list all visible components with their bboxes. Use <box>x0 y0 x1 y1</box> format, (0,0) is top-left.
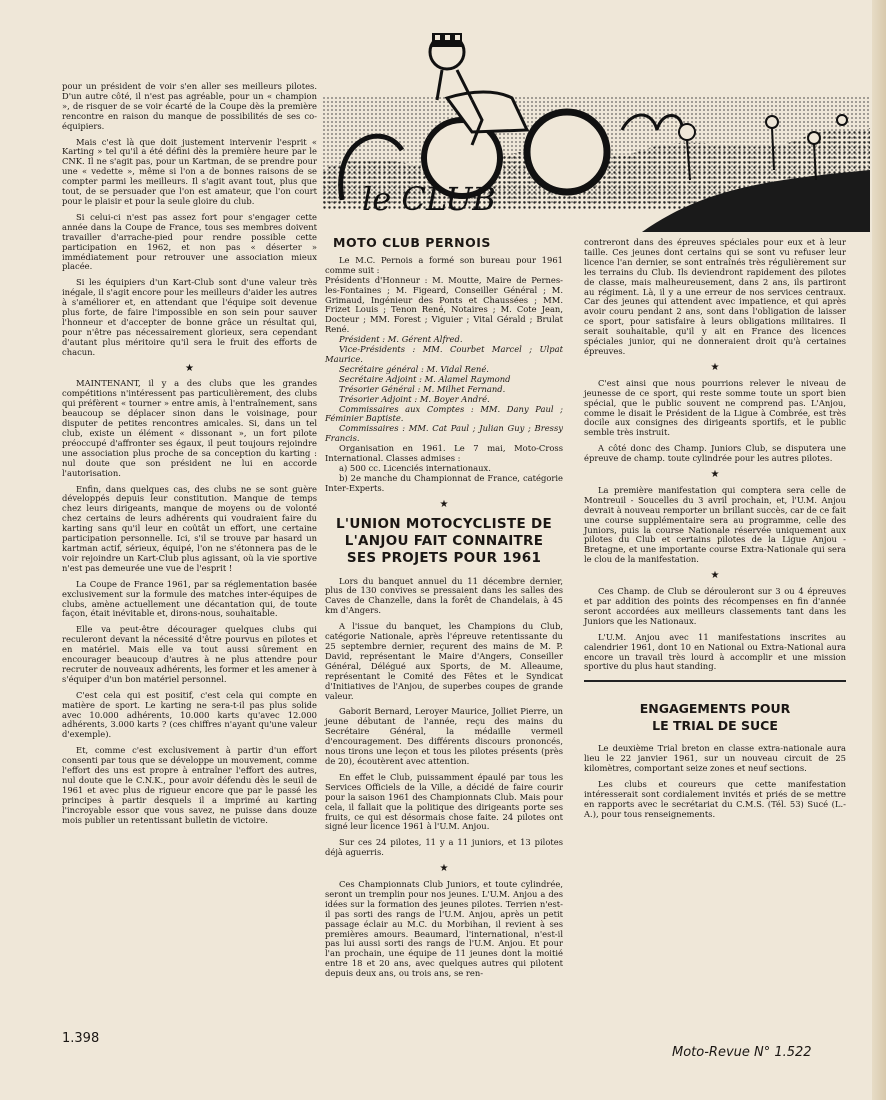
union-paragraph: Gaborit Bernard, Leroyer Maurice, Jolliet Pierre, un jeune débutant de l'année, reçu des mains du Secrétaire Général, la médaille vermeil d'encouragement. Des différents discours prononcés, nous tirons une leçon et tous les pilotes présents (près de 20), écoutèrent avec attention. <box>325 706 563 766</box>
union-headline-line: SES PROJETS POUR 1961 <box>346 549 542 566</box>
union-paragraph: A l'issue du banquet, les Champions du Club, catégorie Nationale, après l'épreuve retentissante du 25 septembre dernier, reçurent des mains de M. P. David, représentant le Maire d'Angers, Conseiller Général, Délégué aux Sports, de M. Alleaume, représentant le Comité des Fêtes et le Syndicat d'Initiatives de l'Anjou, de superbes coupes de grande valeur. <box>325 621 563 701</box>
left-paragraph: Elle va peut-être décourager quelques clubs qui reculeront devant la nécessité d'être pourvus en pilotes et en matériel. Mais elle va tout aussi sûrement en encourager beaucoup d'autres à ne plus attendre pour recruter de nouveaux adhérents, les former et les amener à s'équiper d'un bon matériel personnel. <box>62 624 317 684</box>
trial-paragraph: Le deuxième Trial breton en classe extra-nationale aura lieu le 22 janvier 1961, sur un nouveau circuit de 25 kilomètres, comportant seize zones et neuf sections. <box>584 743 846 774</box>
left-paragraph: MAINTENANT, il y a des clubs que les grandes compétitions n'intéressent pas particulièrement, des clubs qui préfèrent « tourner » entre amis, à l'entraînement, sans beaucoup se déplacer sinon dans le voisinage, pour disputer de petites rencontres amicales. Si, dans un tel club, existe un élément « dissonant », un fort pilote préoccupé d'affronter ses égaux, il peut toujours rejoindre une association plus proche de sa conception du karting : nul doute que son président ne lui en accorde l'autorisation. <box>62 378 317 478</box>
right-paragraph: A côté donc des Champ. Juniors Club, se disputera une épreuve de champ. toute cylindrée pour les autres pilotes. <box>584 443 846 464</box>
star-separator: ★ <box>185 362 194 374</box>
trial-heading <box>584 700 846 734</box>
union-headline-line: L'UNION MOTOCYCLISTE DE <box>335 515 552 532</box>
moto-club-secretaire: Secrétaire général : M. Vidal René. <box>339 363 489 374</box>
moto-club-class-a: a) 500 cc. Licenciés internationaux. <box>339 462 491 473</box>
right-paragraph: L'U.M. Anjou avec 11 manifestations inscrites au calendrier 1961, dont 10 en National ou Extra-National aura encore un travail très lourd à accomplir et une mission sportive du plus haut standing. <box>584 631 846 672</box>
left-paragraph: La Coupe de France 1961, par sa réglementation basée exclusivement sur la formule des matches inter-équipes de clubs, amène actuellement une décantation qui, de toute façon, était inévitable et, dirons-nous, souhaitable. <box>62 578 317 619</box>
right-paragraph: Ces Champ. de Club se dérouleront sur 3 ou 4 épreuves et par addition des points des récompenses en fin d'année seront accordées aux meilleurs classements tant dans les Juniors que les Nationaux. <box>584 586 846 626</box>
moto-club-president: Président : M. Gérent Alfred. <box>339 334 463 345</box>
trial-heading-line: ENGAGEMENTS POUR <box>639 701 791 717</box>
right-column <box>584 238 846 826</box>
left-paragraph: Et, comme c'est exclusivement à partir d'un effort consenti par tous que se développe un mouvement, comme l'effort des uns est propre à entraîner l'effort des autres, nul doute que le C.N.K., pour avoir défendu dès le seuil de 1961 et avec plus de rigueur encore que par le passé les principes à partir desquels il a imprimé au karting l'incroyable essor que vous savez, ne puisse dans douze mois publier un retentissant bulletin de victoire. <box>62 745 317 825</box>
left-paragraph: Mais c'est là que doit justement intervenir l'esprit « Karting » tel qu'il a été défini dès la première heure par le CNK. Il ne s'agit pas, pour un Kartman, de se prendre pour une « vedette », même si l'on a de bonnes raisons de se compter parmi les meilleurs. Il s'agit avant tout, plus que tout, de se persuader que l'on est amateur, que l'on court pour le plaisir et pour la seule gloire du club. <box>62 136 317 206</box>
left-paragraph: Enfin, dans quelques cas, des clubs ne se sont guère développés depuis leur constitution. Manque de temps chez leurs dirigeants, manque de moyens ou de volonté chez certains de leurs adhérents qui voudraient faire du karting sans qu'il leur en coûtât un effort, une certaine participation personnelle. Ici, s'il se trouve par hasard un kartman actif, sérieux, équipé, l'on ne s'étonnera pas de le voir rejoindre un Kart-Club plus agissant, où la vie sportive n'est pas demeurée une vue de l'esprit ! <box>62 483 317 573</box>
left-paragraph: pour un président de voir s'en aller ses meilleurs pilotes. D'un autre côté, il n'est pas agréable, pour un « champion », de risquer de se voir écarté de la Coupe dès la première rencontre en raison du manque de possibilités de ses co-équipiers. <box>62 81 317 131</box>
union-paragraph: Lors du banquet annuel du 11 décembre dernier, plus de 130 convives se pressaient dans les salles des Caves de Chanzelle, dans la forêt de Chandelais, à 45 km d'Angers. <box>325 575 563 616</box>
magazine-issue: Moto-Revue N° 1.522 <box>672 1045 812 1060</box>
section-rule <box>584 680 846 682</box>
trial-heading-line: LE TRIAL DE SUCE <box>652 718 778 734</box>
right-paragraph: contreront dans des épreuves spéciales pour eux et à leur taille. Ces jeunes dont certains qui se sont vu refuser leur licence l'an dernier, se sont entraînés très régulièrement sur les terrains du Club. Ils deviendront rapidement des pilotes de classe, mais malheureusement, dans 2 ans, ils partiront au régiment. Là, il y a une erreur de nos services centraux. Car des jeunes qui attendent avec impatience, et qui après avoir couru pendant 2 ans, sont dans l'obligation de laisser ce sport, pour satisfaire à leurs obligations militaires. Il serait souhaitable, qu'il y ait en France des licences spéciales junior, qui ne donneraient droit qu'à certaines épreuves. <box>584 237 846 356</box>
moto-club-tresorier-adjoint: Trésorier Adjoint : M. Boyer André. <box>339 393 490 404</box>
moto-club-tresorier: Trésorier Général : M. Milhet Fernand. <box>339 383 506 394</box>
star-separator: ★ <box>710 469 720 481</box>
moto-club-class-b: b) 2e manche du Championnat de France, catégorie Inter-Experts. <box>325 472 563 493</box>
union-paragraph: En effet le Club, puissamment épaulé par tous les Services Officiels de la Ville, a décidé de faire courir pour la saison 1961 des Championnats Club. Mais pour cela, il fallait que la politique des dirigeants porte ses fruits, ce qui est désormais chose faite. 24 pilotes ont signé leur licence 1961 à l'U.M. Anjou. <box>325 771 563 832</box>
page-number: 1.398 <box>62 1031 100 1046</box>
trial-paragraph: Les clubs et coureurs que cette manifestation intéresserait sont cordialement invités et priés de se mettre en rapports avec le secrétariat du C.M.S. (Tél. 53) Sucé (L.-A.), pour tous renseignements. <box>584 779 846 819</box>
left-paragraph: Si les équipiers d'un Kart-Club sont d'une valeur très inégale, il s'agit encore pour les meilleurs d'aider les autres à s'améliorer et, en attendant que l'équipe soit devenue plus forte, de faire l'impossible en son sein pour sauver l'honneur et d'accepter de bonne grâce un résultat qui, pour n'être pas nécessairement glorieux, sera cependant d'autant plus méritoire qu'il sera le fruit des efforts de chacun. <box>62 277 317 357</box>
club-illustration <box>322 20 870 232</box>
star-separator: ★ <box>710 361 720 373</box>
star-separator: ★ <box>710 570 720 582</box>
moto-club-heading: MOTO CLUB PERNOIS <box>333 235 491 250</box>
left-paragraph: C'est cela qui est positif, c'est cela qui compte en matière de sport. Le karting ne sera-t-il pas plus solide avec 10.000 adhérents, 10.000 karts qu'avec 12.000 adhérents, 3.000 karts ? (ces chiffres n'ayant qu'une valeur d'exemple). <box>62 689 317 740</box>
left-column <box>62 82 317 832</box>
right-paragraph: C'est ainsi que nous pourrions relever le niveau de jeunesse de ce sport, qui reste somme toute un sport bien spécial, que le public souvent ne comprend pas. L'Anjou, comme le disait le Président de la Ligue à Combrée, est très docile aux consignes des dirigeants sportifs, et le public semble très instruit. <box>584 377 846 438</box>
middle-column <box>325 235 563 985</box>
page-edge <box>872 0 886 1100</box>
star-separator: ★ <box>439 863 449 875</box>
left-paragraph: Si celui-ci n'est pas assez fort pour s'engager cette année dans la Coupe de France, tous ses membres doivent travailler d'arrache-pied pour rendre possible cette participation en 1962, et non pas « déserter » immédiatement pour retrouver une association mieux placée. <box>62 211 317 272</box>
union-paragraph: Ces Championnats Club Juniors, et toute cylindrée, seront un tremplin pour nos jeunes. L'U.M. Anjou a des idées sur la formation des jeunes pilotes. Terrien n'est-il pas sorti des rangs de l'U.M. Anjou, après un petit passage éclair au M.C. du Morbihan, il revient à ses premières amours. Beaumard, l'international, n'est-il pas lui aussi sorti des rangs de l'U.M. Anjou. Et pour l'an prochain, une équipe de 11 jeunes dont la moitié entre 18 et 20 ans, avec quelques autres qui pilotent depuis deux ans, ou trois ans, se ren- <box>325 879 563 979</box>
right-paragraph: La première manifestation qui comptera sera celle de Montreuil - Soucelles du 3 avril prochain, et, l'U.M. Anjou devrait à nouveau remporter un brillant succès, car de ce fait une course supplémentaire sera au programme, celle des Juniors, puis la course Nationale réservée uniquement aux pilotes du Club et certains pilotes de la Ligue Anjou - Bretagne, et une importante course Extra-Nationale qui sera le clou de la manifestation. <box>584 484 846 565</box>
moto-club-bureau: Présidents d'Honneur : M. Moutte, Maire de Pernes-les-Fontaines ; M. Figeard, Conseiller Général ; M. Grimaud, Ingénieur des Ponts et Chaussées ; MM. Frizet Louis ; Tenon René, Notaires ; M. Cote Jean, Docteur ; MM. Forest ; Viguier ; Vital Gérald ; Brulat René. <box>325 274 563 335</box>
moto-club-vice: Vice-Présidents : MM. Courbet Marcel ; Ulpat Maurice. <box>325 344 563 364</box>
moto-club-commissaires-comptes: Commissaires aux Comptes : MM. Dany Paul ; Féminier Baptiste. <box>325 403 563 424</box>
union-headline-line: L'ANJOU FAIT CONNAITRE <box>344 532 544 549</box>
moto-club-commissaires: Commissaires : MM. Cat Paul ; Julian Guy ; Bressy Francis. <box>325 423 563 444</box>
moto-club-secretaire-adjoint: Secrétaire Adjoint : M. Alamel Raymond <box>339 373 511 384</box>
moto-club-intro: Le M.C. Pernois a formé son bureau pour 1961 comme suit : <box>325 254 563 275</box>
union-headline <box>325 516 563 567</box>
star-separator: ★ <box>439 498 449 510</box>
illustration-caption: le CLUB <box>362 180 496 218</box>
moto-club-organisation: Organisation en 1961. Le 7 mai, Moto-Cross International. Classes admises : <box>325 443 563 464</box>
union-paragraph: Sur ces 24 pilotes, 11 y a 11 juniors, et 13 pilotes déjà aguerris. <box>325 837 563 858</box>
